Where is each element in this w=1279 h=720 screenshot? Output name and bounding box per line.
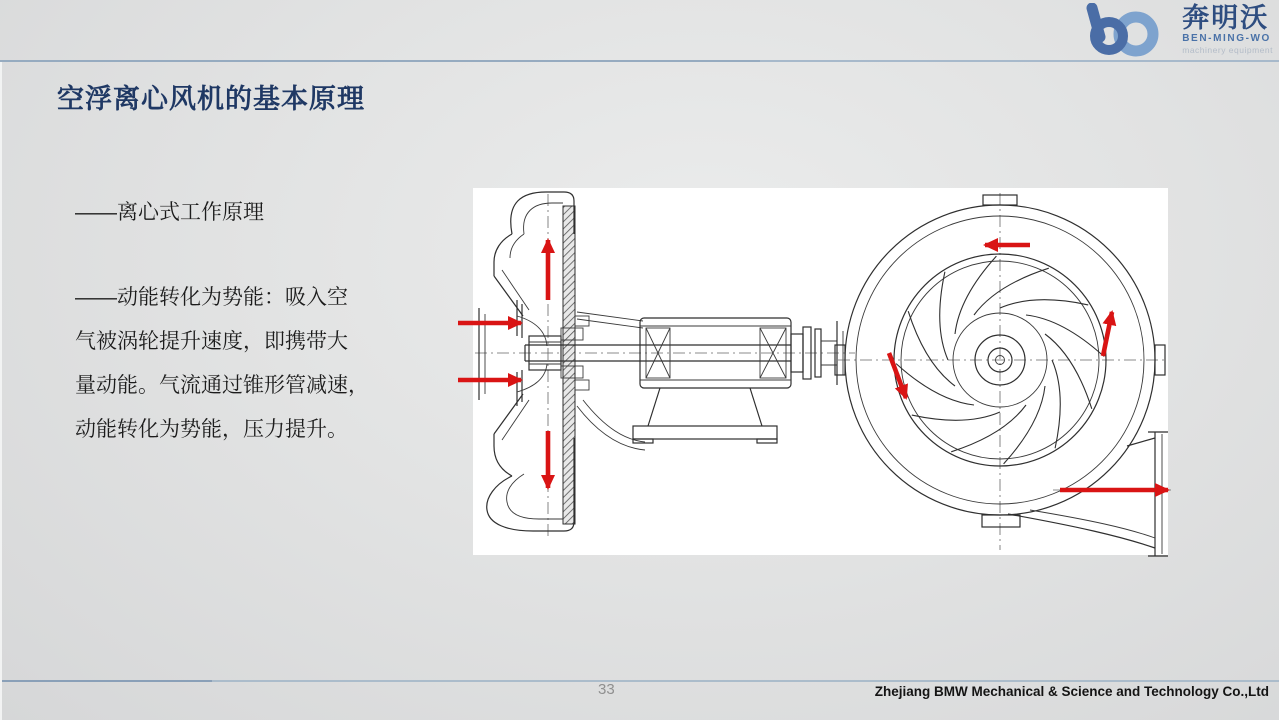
left-edge-highlight — [0, 62, 2, 720]
paragraph-line: 气被涡轮提升速度，即携带大 — [75, 330, 348, 353]
logo-tagline: machinery equipment — [1182, 45, 1273, 56]
logo-company-en: BEN-MING-WO — [1182, 33, 1271, 45]
footer-company-name: Zhejiang BMW Mechanical & Science and Technology Co.,Ltd — [874, 684, 1269, 699]
page-number: 33 — [598, 681, 615, 698]
blower-diagram — [455, 188, 1185, 560]
logo-text-block — [1182, 5, 1277, 55]
logo-company-cn: 奔明沃 — [1182, 3, 1270, 34]
company-logo — [1083, 3, 1277, 57]
paragraph-line: ——动能转化为势能：吸入空 — [75, 286, 348, 309]
logo-bo-mark-icon — [1083, 3, 1177, 57]
paragraph-line: 动能转化为势能，压力提升。 — [75, 418, 348, 441]
footer-separator-line — [0, 680, 1279, 682]
subtitle-line: ——离心式工作原理 — [75, 201, 264, 224]
page-title: 空浮离心风机的基本原理 — [57, 84, 365, 114]
header-separator-line — [0, 60, 1279, 62]
paragraph-line: 量动能。气流通过锥形管减速， — [75, 374, 369, 397]
body-paragraph — [75, 276, 369, 452]
volute-back-wall — [563, 206, 575, 524]
